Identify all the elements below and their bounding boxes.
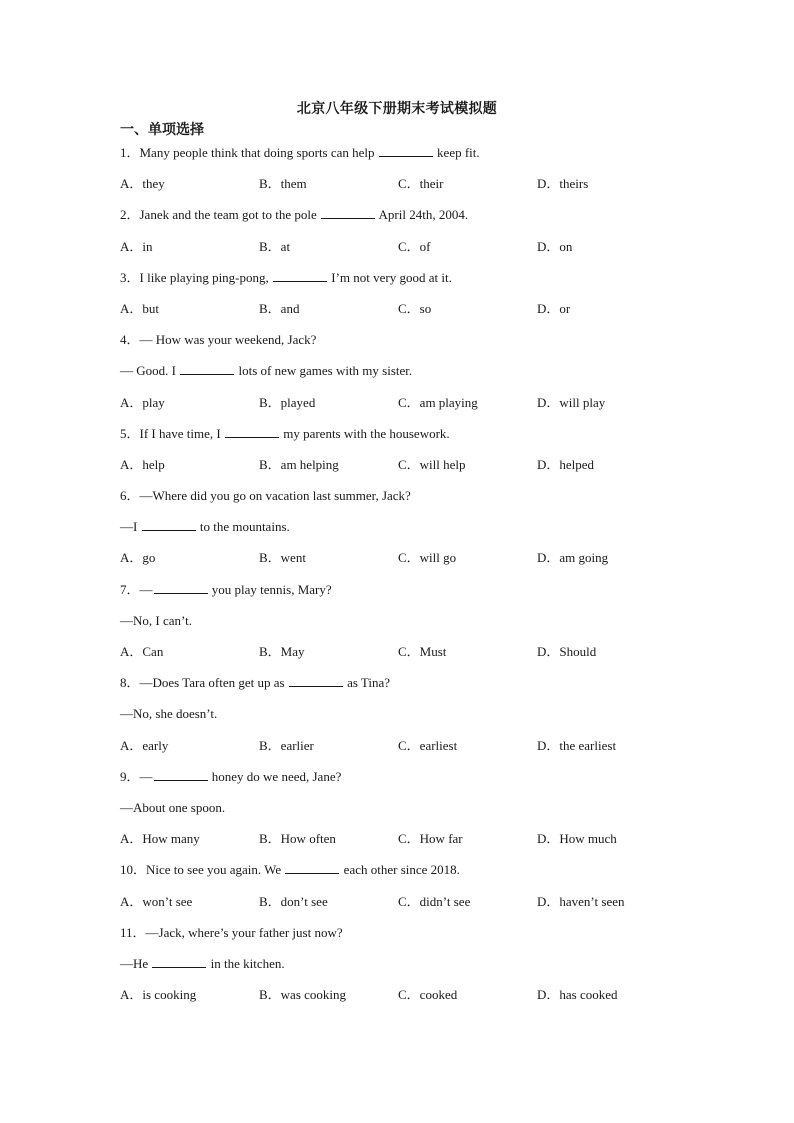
- option-a: A．help: [120, 456, 165, 472]
- question-text: April 24th, 2004.: [376, 207, 469, 223]
- option-a: A．won’t see: [120, 893, 193, 909]
- answer-blank: [379, 143, 433, 157]
- question-text: 1．Many people think that doing sports can help: [120, 145, 378, 160]
- option-a: A．early: [120, 737, 169, 753]
- answer-options: [120, 735, 680, 766]
- dialogue-line: [120, 953, 680, 984]
- answer-blank: [142, 517, 196, 531]
- question-1: [120, 142, 680, 204]
- question-5: [120, 423, 680, 485]
- option-c: C．so: [398, 300, 432, 316]
- question-list: [120, 142, 680, 1015]
- answer-options: [120, 984, 680, 1015]
- question-text: —About one spoon.: [120, 799, 226, 815]
- option-c: C．Must: [398, 644, 447, 659]
- option-a: A．Can: [120, 644, 164, 659]
- question-stem: [120, 329, 680, 360]
- question-8: [120, 672, 680, 766]
- option-b: B．went: [259, 550, 306, 566]
- question-text: 2．Janek and the team got to the pole: [120, 207, 321, 223]
- question-10: [120, 859, 680, 921]
- question-stem: [120, 579, 680, 610]
- question-text: 7．—: [120, 581, 153, 597]
- option-d: D．will play: [537, 394, 606, 410]
- question-text: — Good. I: [120, 363, 180, 379]
- question-text: each other since 2018.: [340, 862, 460, 878]
- option-c: C．didn’t see: [398, 893, 471, 909]
- option-b: B．am helping: [259, 456, 339, 472]
- option-b: B．was cooking: [259, 987, 347, 1003]
- option-d: D．How much: [537, 831, 617, 847]
- answer-blank: [321, 205, 375, 219]
- option-c: C．of: [398, 238, 431, 254]
- question-text: 5．If I have time, I: [120, 425, 224, 441]
- question-4: [120, 329, 680, 423]
- question-stem: [120, 859, 680, 890]
- option-b: B．don’t see: [259, 893, 328, 909]
- answer-options: [120, 392, 680, 423]
- option-d: D．has cooked: [537, 987, 618, 1003]
- option-c: C．How far: [398, 831, 463, 847]
- question-text: 3．I like playing ping-pong,: [120, 269, 273, 285]
- answer-blank: [225, 424, 279, 438]
- dialogue-line: [120, 797, 680, 828]
- answer-options: [120, 454, 680, 485]
- option-c: C．will go: [398, 550, 457, 566]
- option-a: A．How many: [120, 831, 200, 847]
- question-2: [120, 204, 680, 266]
- option-d: D．Should: [537, 644, 597, 659]
- answer-blank: [154, 580, 208, 594]
- question-text: as Tina?: [343, 675, 391, 691]
- answer-blank: [289, 673, 343, 687]
- question-stem: [120, 922, 680, 953]
- question-text: keep fit.: [433, 145, 480, 160]
- question-text: 9．—: [120, 768, 153, 784]
- option-c: C．earliest: [398, 737, 458, 753]
- question-text: 10．Nice to see you again. We: [120, 862, 285, 878]
- option-a: A．play: [120, 394, 165, 410]
- question-text: honey do we need, Jane?: [208, 768, 342, 784]
- option-a: A．is cooking: [120, 987, 197, 1003]
- answer-options: [120, 547, 680, 578]
- question-stem: [120, 485, 680, 516]
- answer-options: [120, 641, 680, 672]
- question-text: —No, I can’t.: [120, 612, 192, 628]
- answer-blank: [285, 860, 339, 874]
- option-b: B．How often: [259, 831, 336, 847]
- option-a: A．they: [120, 176, 165, 192]
- option-b: B．May: [259, 644, 305, 659]
- option-d: D．theirs: [537, 176, 589, 192]
- dialogue-line: [120, 610, 680, 641]
- answer-options: [120, 173, 680, 204]
- section-heading: 一、单项选择: [120, 123, 204, 138]
- answer-options: [120, 891, 680, 922]
- question-text: 6．—Where did you go on vacation last summer, Jack?: [120, 488, 411, 504]
- answer-blank: [154, 767, 208, 781]
- option-d: D．on: [537, 238, 573, 254]
- question-text: you play tennis, Mary?: [208, 581, 332, 597]
- answer-options: [120, 828, 680, 859]
- option-a: A．but: [120, 300, 160, 316]
- question-7: [120, 579, 680, 673]
- option-a: A．go: [120, 550, 156, 566]
- dialogue-line: [120, 360, 680, 391]
- option-c: C．will help: [398, 456, 466, 472]
- question-text: 11．—Jack, where’s your father just now?: [120, 924, 343, 940]
- option-c: C．cooked: [398, 987, 458, 1003]
- answer-blank: [152, 954, 206, 968]
- page-title: 北京八年级下册期末考试模拟题: [296, 102, 498, 117]
- option-c: C．their: [398, 176, 444, 192]
- question-text: —No, she doesn’t.: [120, 706, 218, 722]
- option-b: B．played: [259, 394, 316, 410]
- option-d: D．or: [537, 300, 571, 316]
- option-b: B．them: [259, 176, 307, 192]
- option-d: D．haven’t seen: [537, 893, 625, 909]
- question-9: [120, 766, 680, 860]
- question-stem: [120, 423, 680, 454]
- question-text: 8．—Does Tara often get up as: [120, 675, 288, 691]
- answer-blank: [273, 268, 327, 282]
- question-text: I’m not very good at it.: [328, 269, 452, 285]
- question-11: [120, 922, 680, 1016]
- question-text: to the mountains.: [196, 519, 290, 535]
- question-stem: [120, 766, 680, 797]
- dialogue-line: [120, 516, 680, 547]
- option-d: D．the earliest: [537, 737, 617, 753]
- question-stem: [120, 672, 680, 703]
- option-d: D．am going: [537, 550, 609, 566]
- question-text: —I: [120, 519, 141, 535]
- question-text: —He: [120, 955, 152, 971]
- answer-options: [120, 236, 680, 267]
- question-text: 4．— How was your weekend, Jack?: [120, 332, 317, 348]
- question-stem: [120, 204, 680, 235]
- option-b: B．and: [259, 300, 300, 316]
- dialogue-line: [120, 703, 680, 734]
- question-stem: [120, 267, 680, 298]
- question-text: in the kitchen.: [207, 955, 285, 971]
- question-6: [120, 485, 680, 579]
- option-d: D．helped: [537, 456, 595, 472]
- answer-options: [120, 298, 680, 329]
- question-stem: [120, 142, 680, 173]
- option-c: C．am playing: [398, 394, 478, 410]
- question-text: lots of new games with my sister.: [235, 363, 413, 379]
- option-b: B．at: [259, 238, 291, 254]
- answer-blank: [180, 361, 234, 375]
- question-3: [120, 267, 680, 329]
- option-a: A．in: [120, 238, 153, 254]
- option-b: B．earlier: [259, 737, 314, 753]
- question-text: my parents with the housework.: [279, 425, 450, 441]
